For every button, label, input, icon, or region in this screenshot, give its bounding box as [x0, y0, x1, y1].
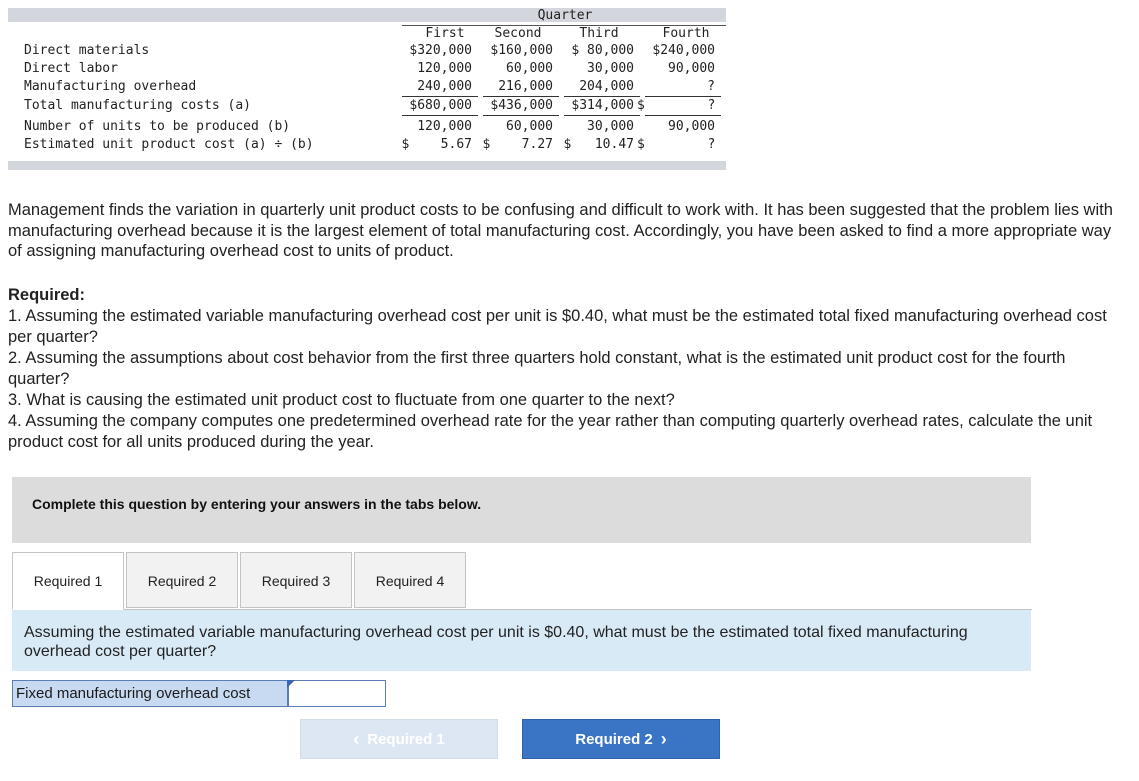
cost-table [8, 8, 726, 170]
row-label-manufacturing-overhead: Manufacturing overhead [24, 79, 197, 94]
input-marker-icon [287, 680, 295, 688]
prev-button-label: Required 1 [367, 730, 445, 748]
table-cell: 30,000 [587, 61, 634, 76]
row-label-direct-labor: Direct labor [24, 61, 118, 76]
table-cell: 240,000 [417, 79, 472, 94]
table-cell: ? [707, 79, 715, 94]
table-cell: 120,000 [417, 119, 472, 134]
table-cell: $436,000 [490, 98, 553, 113]
question-prompt: Assuming the estimated variable manufacturing overhead cost per unit is $0.40, what must be the estimated total fixed manufacturing overhead cost per quarter? [24, 624, 968, 660]
table-cell: 204,000 [579, 79, 634, 94]
quarter-header: Quarter [537, 8, 593, 23]
total-underline [645, 115, 721, 116]
instruction-banner [12, 477, 1031, 543]
total-underline [483, 115, 559, 116]
table-band-bottom [8, 161, 726, 170]
required-item-2: 2. Assuming the assumptions about cost behavior from the first three quarters hold constant, what is the estimated unit product cost for the fourth quarter? [8, 349, 1066, 388]
col-fourth: Fourth [662, 26, 710, 41]
col-first: First [425, 26, 465, 41]
table-cell: $ ? [637, 98, 716, 113]
row-label-direct-materials: Direct materials [24, 43, 150, 58]
row-label-unit-product-cost: Estimated unit product cost (a) ÷ (b) [24, 137, 314, 152]
question-prompt-box [12, 610, 1031, 671]
total-underline [564, 115, 640, 116]
tab-required-4[interactable]: Required 4 [354, 552, 466, 608]
table-cell: 30,000 [587, 119, 634, 134]
col-third: Third [579, 26, 619, 41]
intro-paragraph: Management finds the variation in quarterly unit product costs to be confusing and difficult to work with. It has been suggested that the problem lies with manufacturing overhead because it is the largest element of total manufacturing cost. Accordingly, you have been asked to find a more appropriate way of assigning manufacturing overhead cost to units of product. [8, 201, 1113, 260]
table-cell: $240,000 [652, 43, 715, 58]
table-cell: $680,000 [409, 98, 472, 113]
required-item-1: 1. Assuming the estimated variable manufacturing overhead cost per unit is $0.40, what must be the estimated total fixed manufacturing overhead cost per quarter? [8, 307, 1107, 346]
prev-button[interactable] [300, 719, 498, 759]
table-cell: 216,000 [498, 79, 553, 94]
table-cell: 60,000 [506, 61, 553, 76]
table-cell: 120,000 [417, 61, 472, 76]
required-title: Required: [8, 286, 86, 304]
answer-label: Fixed manufacturing overhead cost [12, 680, 288, 707]
row-label-total-manufacturing-costs: Total manufacturing costs (a) [24, 98, 251, 113]
table-cell: $160,000 [490, 43, 553, 58]
table-cell: $ 5.67 [401, 137, 472, 152]
table-cell: 90,000 [668, 61, 715, 76]
chevron-left-icon: ‹ [353, 729, 360, 749]
required-item-3: 3. What is causing the estimated unit product cost to fluctuate from one quarter to the next? [8, 391, 675, 409]
tab-required-3[interactable]: Required 3 [240, 552, 352, 608]
chevron-right-icon: › [660, 729, 667, 749]
col-second: Second [494, 26, 542, 41]
next-button-label: Required 2 [575, 730, 653, 748]
table-cell: $ 80,000 [571, 43, 634, 58]
instruction-text: Complete this question by entering your answers in the tabs below. [32, 496, 482, 512]
required-item-4: 4. Assuming the company computes one predetermined overhead rate for the year rather than computing quarterly overhead rates, calculate the unit product cost for all units produced during the year. [8, 412, 1093, 451]
table-cell: $ ? [637, 137, 716, 152]
total-underline [402, 115, 478, 116]
row-label-units-produced: Number of units to be produced (b) [24, 119, 291, 134]
tab-required-2[interactable]: Required 2 [126, 552, 238, 608]
table-cell: $314,000 [571, 98, 634, 113]
table-cell: 90,000 [668, 119, 715, 134]
tab-required-1[interactable]: Required 1 [12, 552, 124, 610]
table-cell: $ 10.47 [563, 137, 634, 152]
next-button[interactable] [522, 719, 720, 759]
table-cell: $320,000 [409, 43, 472, 58]
table-cell: $ 7.27 [482, 137, 553, 152]
table-cell: 60,000 [506, 119, 553, 134]
fixed-overhead-input[interactable] [288, 680, 386, 707]
